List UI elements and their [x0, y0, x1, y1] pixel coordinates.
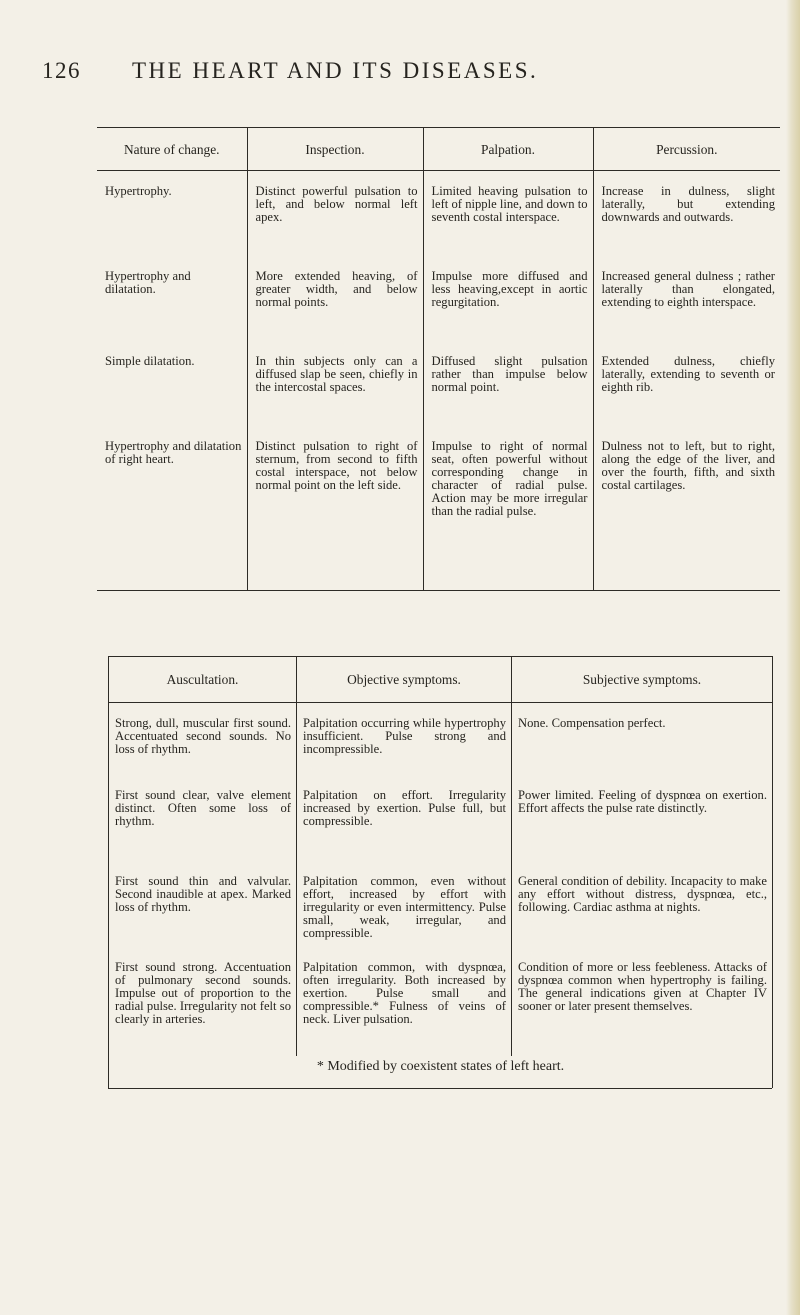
table-cell: More extended heaving, of greater width, and below normal points.	[247, 270, 423, 355]
table-row	[97, 171, 780, 271]
column-header: Nature of change.	[97, 128, 247, 171]
book-spine-shadow	[786, 0, 800, 1315]
table-row	[109, 703, 773, 790]
table-cell: Hypertrophy.	[105, 184, 172, 198]
table-row	[109, 789, 773, 875]
footnote: * Modified by coexistent states of left heart.	[316, 1059, 565, 1074]
table-row	[97, 270, 780, 355]
table-cell: Condition of more or less feebleness. Attacks of dyspnœa common when hypertrophy is failing. The general indications given at Chapter IV sooner or later present themselves.	[512, 961, 773, 1056]
table-cell: Diffused slight pulsation rather than impulse below normal point.	[423, 355, 593, 440]
footnote-row	[109, 1056, 773, 1088]
table-row	[97, 355, 780, 440]
table-row	[97, 440, 780, 591]
table-bottom-rule	[108, 1088, 772, 1089]
column-header: Palpation.	[423, 128, 593, 171]
column-header: Objective symptoms.	[297, 657, 512, 703]
table-cell: First sound strong. Accentuation of pulmonary second sounds. Impulse out of proportion to the radial pulse. Irregularity not felt so clearly in arteries.	[115, 960, 291, 1026]
column-header: Auscultation.	[109, 657, 297, 703]
table-cell: Hypertrophy and dilatation.	[105, 269, 191, 296]
table-header-row	[97, 128, 780, 171]
column-header: Subjective symptoms.	[512, 657, 773, 703]
table-cell: Strong, dull, muscular first sound. Accentuated second sounds. No loss of rhythm.	[115, 716, 291, 756]
table-cell: Increased general dulness ; rather laterally than elongated, extending to eighth interspace.	[593, 270, 780, 355]
table-cell: First sound clear, valve element distinct. Often some loss of rhythm.	[115, 788, 291, 828]
table-cell: Impulse to right of normal seat, often powerful without corresponding change in character of radial pulse. Action may be more irregular than the radial pulse.	[423, 440, 593, 591]
table-cell: Palpitation occurring while hypertrophy insufficient. Pulse strong and incompressible.	[297, 703, 512, 790]
table-cell: Palpitation common, with dyspnœa, often irregularity. Both increased by exertion. Pulse small and compressible.* Fulness of veins of neck. Liver pulsation.	[297, 961, 512, 1056]
table-cell: None. Compensation perfect.	[512, 703, 773, 790]
column-header: Percussion.	[593, 128, 780, 171]
table-cell: Distinct powerful pulsation to left, and below normal left apex.	[247, 171, 423, 271]
table-row	[109, 961, 773, 1056]
column-header: Inspection.	[247, 128, 423, 171]
table-cell: General condition of debility. Incapacity to make any effort without distress, dyspnœa, etc., following. Cardiac asthma at nights.	[512, 875, 773, 961]
running-title: THE HEART AND ITS DISEASES.	[132, 58, 539, 83]
page-header	[42, 58, 742, 94]
page-number: 126	[42, 58, 81, 83]
table-cell: Dulness not to left, but to right, along the edge of the liver, and over the fourth, fifth, and sixth costal cartilages.	[593, 440, 780, 591]
table-cell: Hypertrophy and dilatation of right heart.	[105, 439, 242, 466]
table-cell: Palpitation common, even without effort, increased by effort with irregularity or even intermittency. Pulse small, weak, irregular, and compressible.	[297, 875, 512, 961]
table-cell: Limited heaving pulsation to left of nipple line, and down to seventh costal interspace.	[423, 171, 593, 271]
symptoms-table-bottom	[108, 656, 773, 1088]
table-cell: In thin subjects only can a diffused slap be seen, chiefly in the intercostal spaces.	[247, 355, 423, 440]
table-cell: Distinct pulsation to right of sternum, from second to fifth costal interspace, not below normal point on the left side.	[247, 440, 423, 591]
table-header-row	[109, 657, 773, 703]
table-cell: Palpitation on effort. Irregularity increased by exertion. Pulse full, but compressible.	[297, 789, 512, 875]
table-cell: First sound thin and valvular. Second inaudible at apex. Marked loss of rhythm.	[115, 874, 291, 914]
table-cell: Power limited. Feeling of dyspnœa on exertion. Effort affects the pulse rate distinctly.	[512, 789, 773, 875]
table-cell: Impulse more diffused and less heaving,except in aortic regurgitation.	[423, 270, 593, 355]
table-cell: Simple dilatation.	[105, 354, 195, 368]
table-cell: Extended dulness, chiefly laterally, extending to seventh or eighth rib.	[593, 355, 780, 440]
table-cell: Increase in dulness, slight laterally, but extending downwards and outwards.	[593, 171, 780, 271]
symptoms-table-top	[97, 127, 780, 591]
table-row	[109, 875, 773, 961]
